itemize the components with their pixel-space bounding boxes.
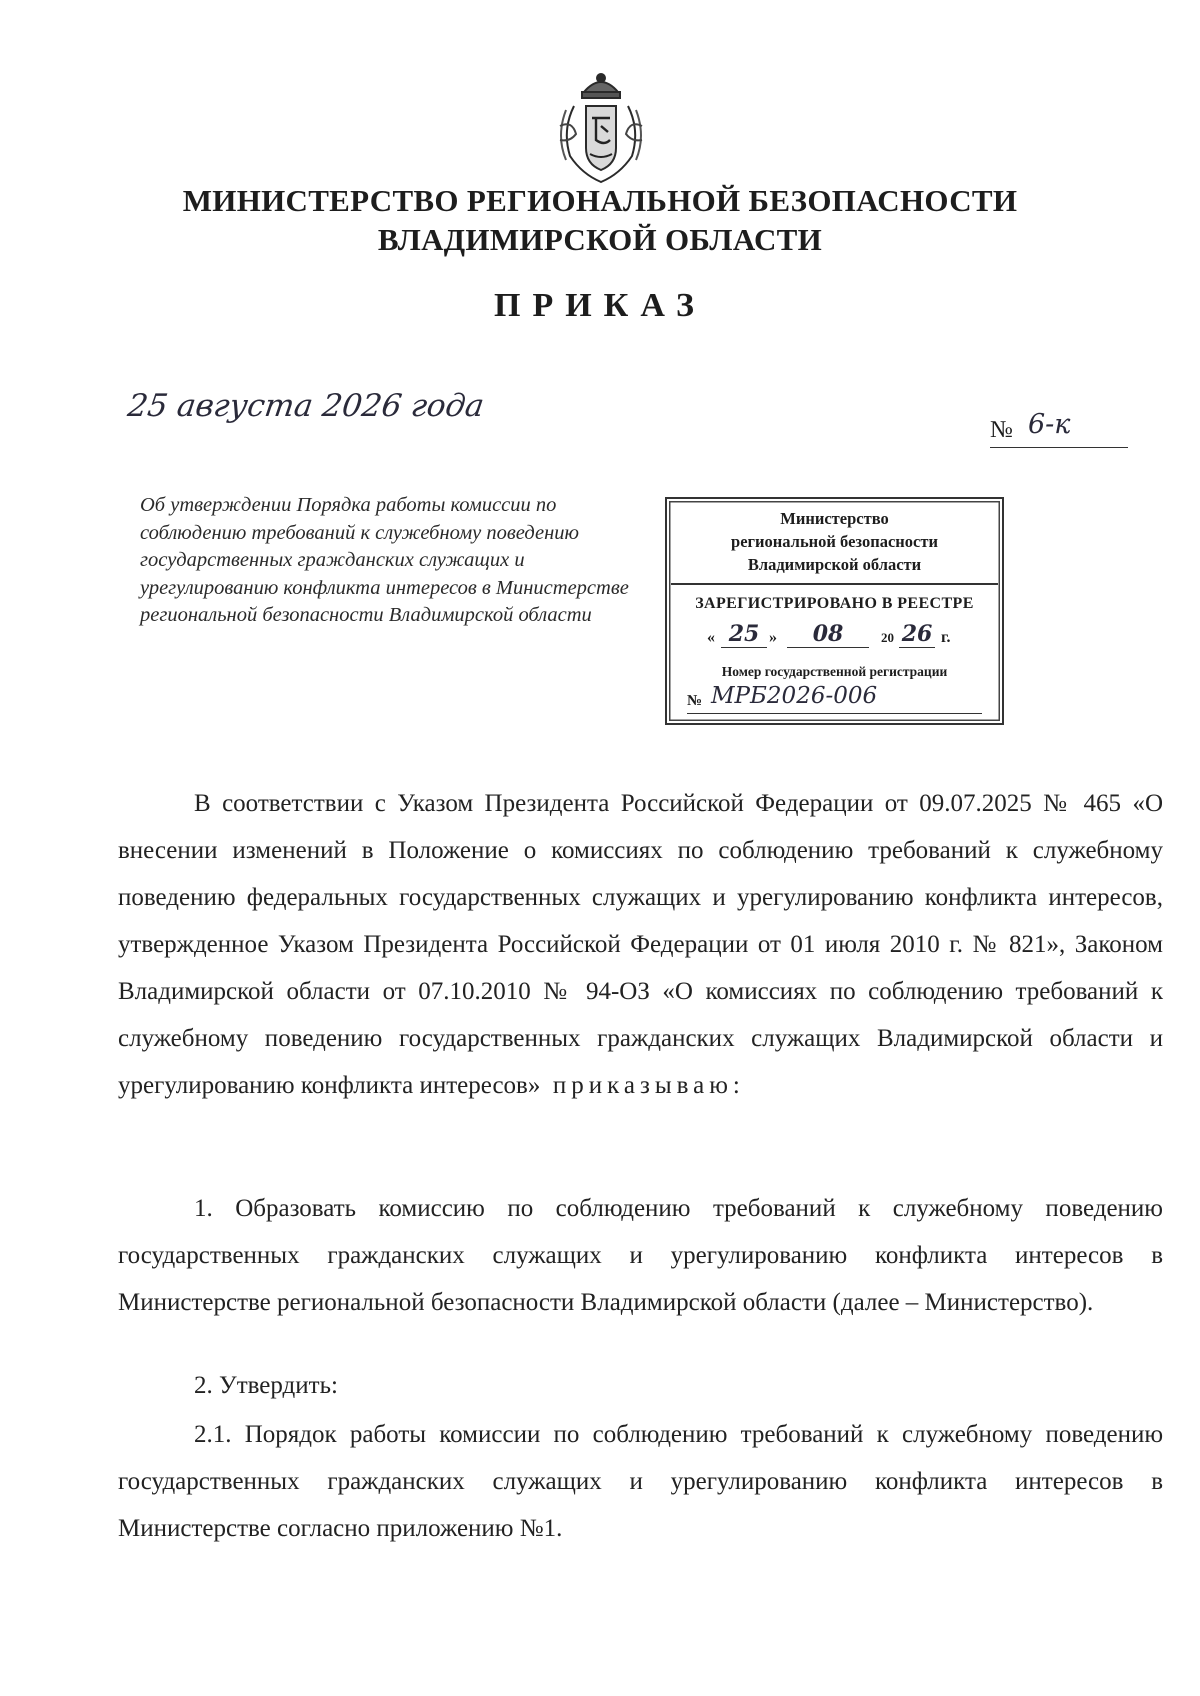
item-2-1-text: 2.1. Порядок работы комиссии по соблюдению требований к служебному поведению государственных гражданских служащих и урегулированию конфликта интересов в Министерстве согласно приложению №1. — [118, 1421, 1163, 1542]
stamp-quote-open: « — [707, 629, 715, 646]
stamp-date — [707, 621, 987, 651]
document-type-title: ПРИКАЗ — [494, 287, 706, 324]
stamp-reg-number-sign: № — [687, 693, 703, 709]
stamp-org-line2: региональной безопасности — [731, 532, 938, 551]
item-2-text: 2. Утвердить: — [194, 1372, 338, 1399]
stamp-reg-number: МРБ2026-006 — [711, 683, 878, 709]
item-1-text: 1. Образовать комиссию по соблюдению требований к служебному поведению государственных гражданских служащих и урегулированию конфликта интересов в Министерстве региональной безопасности Владимирской области (далее – Министерство). — [118, 1195, 1163, 1316]
item-2-1-paragraph — [118, 1411, 1163, 1552]
stamp-day: 25 — [721, 621, 767, 648]
stamp-org-line3: Владимирской области — [747, 555, 922, 574]
order-date: 25 августа 2026 года — [125, 388, 487, 424]
stamp-year: 26 — [899, 621, 935, 648]
stamp-organization — [673, 507, 996, 576]
stamp-year-suffix: г. — [941, 629, 951, 646]
stamp-reg-number-label: Номер государственной регистрации — [721, 664, 948, 679]
stamp-divider — [671, 583, 998, 585]
stamp-registered-label: ЗАРЕГИСТРИРОВАНО В РЕЕСТРЕ — [695, 595, 974, 612]
ministry-name-line1: МИНИСТЕРСТВО РЕГИОНАЛЬНОЙ БЕЗОПАСНОСТИ — [182, 183, 1018, 218]
registration-stamp — [665, 497, 1004, 725]
ministry-name-line2: ВЛАДИМИРСКОЙ ОБЛАСТИ — [377, 222, 823, 257]
order-number-field — [990, 409, 1128, 448]
item-2-paragraph — [118, 1362, 1163, 1409]
stamp-org-line1: Министерство — [780, 509, 889, 528]
preamble-text: В соответствии с Указом Президента Российской Федерации от 09.07.2025 № 465 «О внесении изменений в Положение о комиссиях по соблюдению требований к служебному поведению федеральных государственных служащих и урегулированию конфликта интересов, утвержденное Указом Президента Российской Федерации от 01 июля 2010 г. № 821», Законом Владимирской области от 07.10.2010 № 94-ОЗ «О комиссиях по соблюдению требований к служебному поведению государственных гражданских служащих Владимирской области и урегулированию конфликта интересов» — [118, 790, 1163, 1099]
stamp-quote-close: » — [769, 629, 777, 646]
coat-of-arms-icon — [552, 70, 650, 186]
order-number: 6-к — [1028, 409, 1071, 440]
order-number-sign: № — [990, 417, 1013, 443]
stamp-year-prefix: 20 — [881, 630, 894, 645]
order-word: приказываю: — [552, 1072, 745, 1099]
preamble-paragraph — [118, 780, 1163, 1109]
item-1-paragraph — [118, 1185, 1163, 1326]
stamp-month: 08 — [787, 621, 869, 648]
order-subject: Об утверждении Порядка работы комиссии по соблюдению требований к служебному поведению государственных гражданских служащих и урегулированию конфликта интересов в Министерстве региональной безопасности Владимирской области — [140, 494, 629, 626]
stamp-reg-number-field — [687, 683, 982, 714]
